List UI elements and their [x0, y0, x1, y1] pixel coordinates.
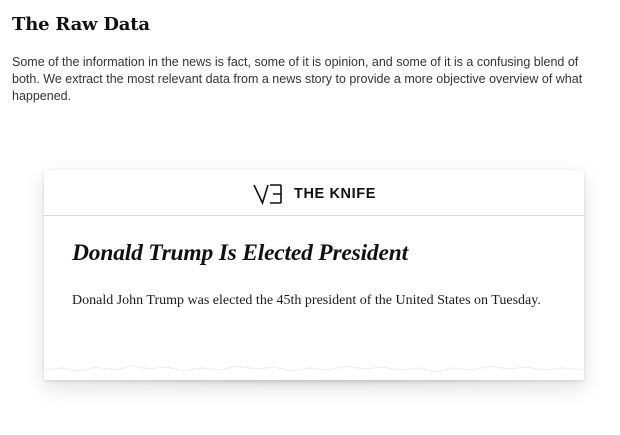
- raw-data-description: Some of the information in the news is fact, some of it is opinion, and some of it is a confusing blend of both. We extract the most relevant data from a news story to provide a more objective overview of what happened.: [12, 55, 583, 103]
- raw-data-title: The Raw Data: [12, 14, 150, 35]
- torn-paper-edge: [44, 346, 584, 380]
- article-card-container: [44, 170, 584, 390]
- card-header: [44, 170, 584, 216]
- article-card: [44, 170, 584, 380]
- article-headline: Donald Trump Is Elected President: [72, 240, 408, 266]
- knife-logo-icon: [252, 182, 284, 206]
- article-summary: Donald John Trump was elected the 45th president of the United States on Tuesday.: [72, 293, 541, 308]
- brand-name: THE KNIFE: [294, 185, 376, 202]
